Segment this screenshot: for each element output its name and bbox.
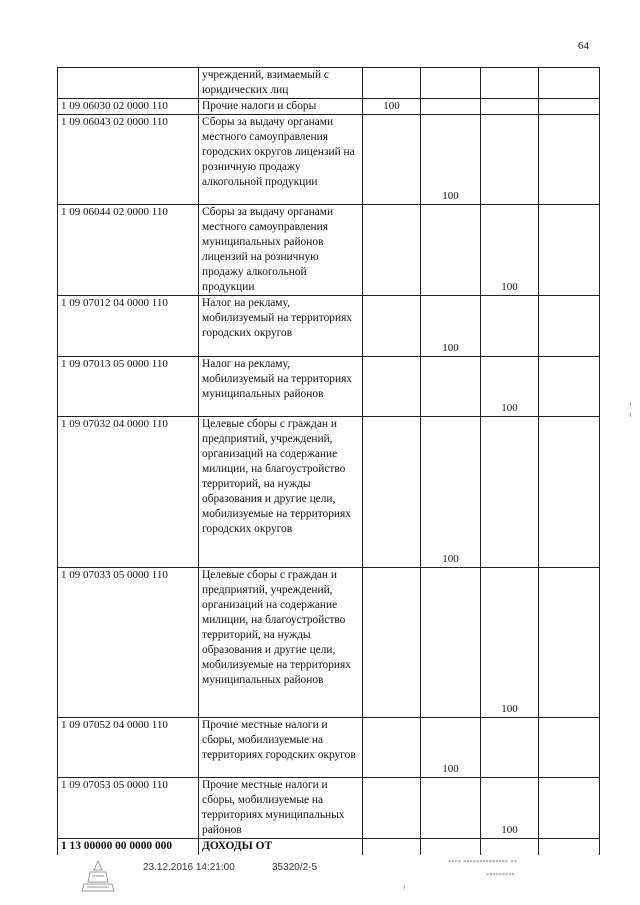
row-name: Налог на рекламу, мобилизуемый на территориях городских округов: [199, 296, 363, 357]
revenue-classification-table: [57, 67, 600, 855]
row-name: учреждений, взимаемый с юридических лиц: [199, 68, 363, 99]
scan-tick-mark: [404, 885, 405, 890]
row-value-col4: [539, 68, 600, 99]
row-value-col4: [539, 357, 600, 417]
row-code: 1 09 07013 05 0000 110: [58, 357, 199, 417]
table-row: [58, 115, 600, 205]
table-row: [58, 718, 600, 778]
row-value-col4: [539, 205, 600, 296]
row-value-col1: [363, 357, 421, 417]
table-row: [58, 568, 600, 718]
row-value-col4: [539, 568, 600, 718]
row-value-col4: [539, 839, 600, 856]
row-value-col3: [481, 839, 539, 856]
row-name: Целевые сборы с граждан и предприятий, учреждений, организаций на содержание милиции, на благоустройство территорий, на нужды образования и другие цели, мобилизуемые на территориях городских округов: [199, 417, 363, 568]
row-code: 1 13 00000 00 0000 000: [58, 839, 199, 856]
row-value-col4: [539, 778, 600, 839]
row-name: Прочие местные налоги и сборы, мобилизуемые на территориях городских округов: [199, 718, 363, 778]
row-value-col2: [421, 99, 481, 115]
row-code: 1 09 07033 05 0000 110: [58, 568, 199, 718]
row-value-col2: [421, 357, 481, 417]
row-value-col2: 100: [421, 417, 481, 568]
row-value-col1: 100: [363, 99, 421, 115]
row-name: Целевые сборы с граждан и предприятий, учреждений, организаций на содержание милиции, на благоустройство территорий, на нужды образования и другие цели, мобилизуемые на территориях муниципальных районов: [199, 568, 363, 718]
row-value-col3: [481, 417, 539, 568]
margin-mark: [630, 412, 631, 417]
row-code: 1 09 07053 05 0000 110: [58, 778, 199, 839]
table-row: [58, 296, 600, 357]
row-value-col2: 100: [421, 115, 481, 205]
table-row: [58, 205, 600, 296]
row-value-col2: 100: [421, 296, 481, 357]
row-value-col1: [363, 115, 421, 205]
row-value-col3: [481, 99, 539, 115]
row-name: Прочие налоги и сборы: [199, 99, 363, 115]
footer-reference: 35320/2-5: [272, 862, 318, 873]
row-value-col1: [363, 205, 421, 296]
row-value-col4: [539, 115, 600, 205]
footer-datetime: 23.12.2016 14:21:00: [143, 862, 235, 873]
row-value-col2: [421, 568, 481, 718]
row-name: ДОХОДЫ ОТ: [199, 839, 363, 856]
row-value-col1: [363, 718, 421, 778]
archive-stamp-icon: [78, 858, 118, 894]
table-row: [58, 99, 600, 115]
page-number: 64: [578, 40, 589, 52]
row-name: Сборы за выдачу органами местного самоуправления городских округов лицензий на розничную продажу алкогольной продукции: [199, 115, 363, 205]
table-row: [58, 778, 600, 839]
table-row: [58, 417, 600, 568]
row-value-col3: [481, 296, 539, 357]
row-value-col1: [363, 68, 421, 99]
row-code: [58, 68, 199, 99]
table-row-total: [58, 839, 600, 856]
row-code: 1 09 07012 04 0000 110: [58, 296, 199, 357]
row-name: Сборы за выдачу органами местного самоуправления муниципальных районов лицензий на розничную продажу алкогольной продукции: [199, 205, 363, 296]
row-value-col3: 100: [481, 568, 539, 718]
row-value-col1: [363, 296, 421, 357]
row-value-col1: [363, 778, 421, 839]
table-row: [58, 68, 600, 99]
margin-mark: [630, 402, 631, 407]
row-value-col3: [481, 718, 539, 778]
row-code: 1 09 06044 02 0000 110: [58, 205, 199, 296]
row-value-col2: [421, 778, 481, 839]
row-code: 1 09 06030 02 0000 110: [58, 99, 199, 115]
row-code: 1 09 07052 04 0000 110: [58, 718, 199, 778]
row-value-col2: [421, 68, 481, 99]
table-row: [58, 357, 600, 417]
row-value-col4: [539, 417, 600, 568]
faded-footer-text-line2: ▪▪▪▪▪▪▪▪▪: [486, 869, 515, 879]
row-value-col3: 100: [481, 778, 539, 839]
row-value-col1: [363, 568, 421, 718]
row-value-col2: [421, 205, 481, 296]
row-value-col2: 100: [421, 718, 481, 778]
row-value-col4: [539, 296, 600, 357]
row-code: 1 09 07032 04 0000 110: [58, 417, 199, 568]
row-value-col1: [363, 839, 421, 856]
row-value-col4: [539, 718, 600, 778]
row-name: Прочие местные налоги и сборы, мобилизуемые на территориях муниципальных районов: [199, 778, 363, 839]
row-value-col2: [421, 839, 481, 856]
row-code: 1 09 06043 02 0000 110: [58, 115, 199, 205]
row-value-col3: 100: [481, 205, 539, 296]
row-value-col3: [481, 68, 539, 99]
faded-footer-text-line1: ▪▪▪▪ ▪▪▪▪▪▪▪▪▪▪▪▪▪▪ ▪▪: [448, 856, 517, 866]
row-value-col1: [363, 417, 421, 568]
row-value-col3: [481, 115, 539, 205]
row-value-col4: [539, 99, 600, 115]
row-name: Налог на рекламу, мобилизуемый на территориях муниципальных районов: [199, 357, 363, 417]
row-value-col3: 100: [481, 357, 539, 417]
